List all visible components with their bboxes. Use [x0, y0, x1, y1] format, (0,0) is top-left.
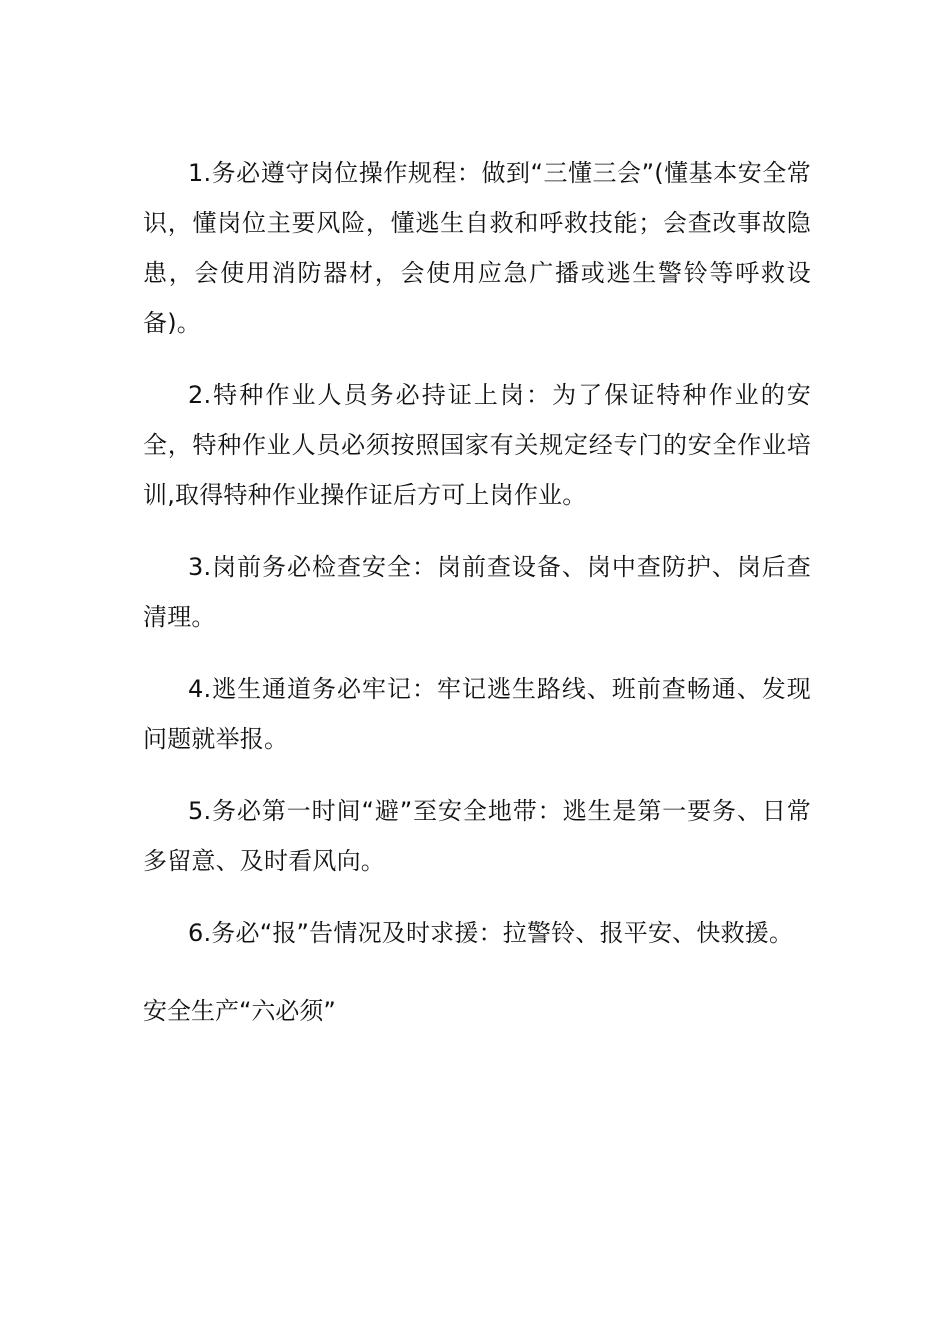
paragraph-item-6: 6.务必“报”告情况及时求援：拉警铃、报平安、快救援。 — [188, 919, 794, 947]
paragraph-item-4: 4.逃生通道务必牢记：牢记逃生路线、班前查畅通、发现问题就举报。 — [143, 675, 811, 753]
paragraph-item-2: 2.特种作业人员务必持证上岗：为了保证特种作业的安全，特种作业人员必须按照国家有关规定经专门的安全作业培训,取得特种作业操作证后方可上岗作业。 — [143, 381, 811, 509]
paragraph-item-1: 1.务必遵守岗位操作规程：做到“三懂三会”(懂基本安全常识，懂岗位主要风险，懂逃生自救和呼救技能；会查改事故隐患，会使用消防器材，会使用应急广播或逃生警铃等呼救设备)。 — [143, 159, 811, 337]
paragraph-item-3: 3.岗前务必检查安全：岗前查设备、岗中查防护、岗后查清理。 — [143, 553, 811, 631]
section-heading: 安全生产“六必须” — [143, 997, 336, 1025]
paragraph-item-5: 5.务必第一时间“避”至安全地带：逃生是第一要务、日常多留意、及时看风向。 — [143, 797, 811, 875]
document-body — [143, 148, 811, 1036]
